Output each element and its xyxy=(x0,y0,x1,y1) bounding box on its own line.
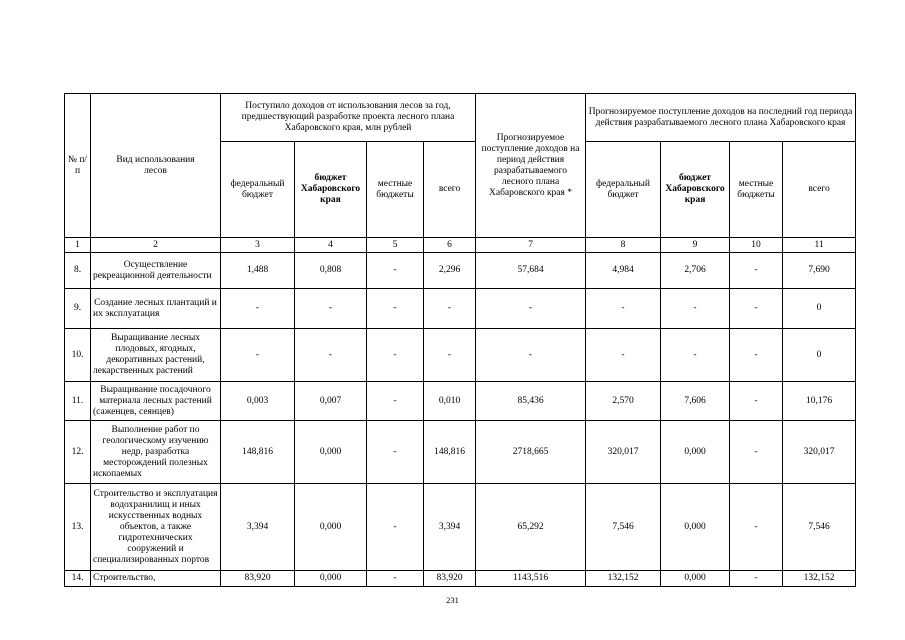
column-number: 10 xyxy=(730,238,783,253)
column-number: 4 xyxy=(295,238,367,253)
cell-local-future: - xyxy=(730,484,783,571)
table-row xyxy=(65,421,856,484)
column-number: 2 xyxy=(91,238,221,253)
column-number-row xyxy=(65,238,856,253)
table-row xyxy=(65,329,856,382)
cell-local-future: - xyxy=(730,382,783,421)
cell-regional-past: 0,000 xyxy=(295,421,367,484)
row-name: Выращивание лесных плодовых, ягодных, декоративных растений, лекарственных растений xyxy=(91,329,221,382)
cell-regional-past: 0,000 xyxy=(295,571,367,587)
table-row xyxy=(65,571,856,587)
row-number: 12. xyxy=(65,421,91,484)
cell-total-future: 0 xyxy=(783,329,856,382)
cell-forecast-period: 2718,665 xyxy=(476,421,586,484)
cell-regional-past: 0,007 xyxy=(295,382,367,421)
income-table xyxy=(64,93,856,587)
column-number: 5 xyxy=(367,238,424,253)
cell-local-past: - xyxy=(367,289,424,329)
row-number: 10. xyxy=(65,329,91,382)
row-name: Строительство, xyxy=(91,571,221,587)
cell-total-future: 0 xyxy=(783,289,856,329)
header-regional-past: бюджет Хабаровского края xyxy=(295,142,367,238)
cell-local-past: - xyxy=(367,382,424,421)
cell-total-future: 7,690 xyxy=(783,253,856,289)
cell-regional-future: 0,000 xyxy=(661,421,730,484)
cell-forecast-period: 65,292 xyxy=(476,484,586,571)
header-total-past: всего xyxy=(424,142,476,238)
cell-federal-past: 0,003 xyxy=(221,382,295,421)
cell-federal-future: 4,984 xyxy=(586,253,661,289)
cell-local-future: - xyxy=(730,329,783,382)
cell-forecast-period: 1143,516 xyxy=(476,571,586,587)
cell-total-future: 132,152 xyxy=(783,571,856,587)
cell-forecast-period: 85,436 xyxy=(476,382,586,421)
cell-federal-future: 132,152 xyxy=(586,571,661,587)
cell-federal-future: 2,570 xyxy=(586,382,661,421)
cell-federal-past: 83,920 xyxy=(221,571,295,587)
cell-local-future: - xyxy=(730,421,783,484)
table-row xyxy=(65,484,856,571)
cell-total-future: 7,546 xyxy=(783,484,856,571)
row-name: Осуществление рекреационной деятельности xyxy=(91,253,221,289)
table-row xyxy=(65,253,856,289)
cell-total-future: 320,017 xyxy=(783,421,856,484)
header-group-past: Поступило доходов от использования лесов за год, предшествующий разработке проекта лесного плана Хабаровского края, млн рублей xyxy=(221,94,476,142)
cell-total-past: 148,816 xyxy=(424,421,476,484)
header-no: № п/п xyxy=(65,94,91,238)
cell-total-past: - xyxy=(424,289,476,329)
row-name: Выполнение работ по геологическому изучению недр, разработка месторождений полезных ископаемых xyxy=(91,421,221,484)
cell-local-past: - xyxy=(367,484,424,571)
cell-local-future: - xyxy=(730,571,783,587)
row-number: 13. xyxy=(65,484,91,571)
cell-forecast-period: - xyxy=(476,329,586,382)
page-number: 231 xyxy=(446,595,459,605)
table-row xyxy=(65,382,856,421)
cell-local-past: - xyxy=(367,421,424,484)
column-number: 11 xyxy=(783,238,856,253)
cell-local-past: - xyxy=(367,571,424,587)
column-number: 9 xyxy=(661,238,730,253)
header-forecast-period: Прогнозируемое поступление доходов на период действия разрабатываемого лесного плана Хабаровского края * xyxy=(476,94,586,238)
cell-federal-past: 148,816 xyxy=(221,421,295,484)
header-federal-past: федеральный бюджет xyxy=(221,142,295,238)
cell-forecast-period: - xyxy=(476,289,586,329)
cell-federal-past: 1,488 xyxy=(221,253,295,289)
cell-federal-past: - xyxy=(221,329,295,382)
cell-regional-past: 0,808 xyxy=(295,253,367,289)
header-regional-future: бюджет Хабаровского края xyxy=(661,142,730,238)
cell-total-future: 10,176 xyxy=(783,382,856,421)
cell-federal-future: 7,546 xyxy=(586,484,661,571)
cell-federal-past: - xyxy=(221,289,295,329)
column-number: 7 xyxy=(476,238,586,253)
cell-federal-future: 320,017 xyxy=(586,421,661,484)
row-name: Строительство и эксплуатация водохранилищ и иных искусственных водных объектов, а также гидротехнических сооружений и специализированных портов xyxy=(91,484,221,571)
cell-total-past: 0,010 xyxy=(424,382,476,421)
cell-regional-future: 0,000 xyxy=(661,484,730,571)
cell-regional-future: - xyxy=(661,329,730,382)
cell-regional-future: 0,000 xyxy=(661,571,730,587)
cell-local-past: - xyxy=(367,253,424,289)
cell-total-past: - xyxy=(424,329,476,382)
header-kind: Вид использования лесов xyxy=(91,94,221,238)
cell-regional-future: 2,706 xyxy=(661,253,730,289)
cell-federal-future: - xyxy=(586,329,661,382)
cell-regional-past: 0,000 xyxy=(295,484,367,571)
cell-total-past: 3,394 xyxy=(424,484,476,571)
cell-federal-future: - xyxy=(586,289,661,329)
cell-forecast-period: 57,684 xyxy=(476,253,586,289)
column-number: 8 xyxy=(586,238,661,253)
cell-total-past: 83,920 xyxy=(424,571,476,587)
row-number: 9. xyxy=(65,289,91,329)
cell-local-past: - xyxy=(367,329,424,382)
cell-regional-future: - xyxy=(661,289,730,329)
cell-local-future: - xyxy=(730,289,783,329)
header-local-past: местные бюджеты xyxy=(367,142,424,238)
row-name: Создание лесных плантаций и их эксплуатация xyxy=(91,289,221,329)
column-number: 3 xyxy=(221,238,295,253)
cell-regional-future: 7,606 xyxy=(661,382,730,421)
table-row xyxy=(65,289,856,329)
cell-total-past: 2,296 xyxy=(424,253,476,289)
row-number: 8. xyxy=(65,253,91,289)
column-number: 1 xyxy=(65,238,91,253)
cell-federal-past: 3,394 xyxy=(221,484,295,571)
row-number: 14. xyxy=(65,571,91,587)
cell-local-future: - xyxy=(730,253,783,289)
header-local-future: местные бюджеты xyxy=(730,142,783,238)
column-number: 6 xyxy=(424,238,476,253)
header-federal-future: федеральный бюджет xyxy=(586,142,661,238)
cell-regional-past: - xyxy=(295,329,367,382)
header-group-future: Прогнозируемое поступление доходов на последний год периода действия разрабатываемого лесного плана Хабаровского края xyxy=(586,94,856,142)
row-number: 11. xyxy=(65,382,91,421)
row-name: Выращивание посадочного материала лесных растений (саженцев, сеянцев) xyxy=(91,382,221,421)
cell-regional-past: - xyxy=(295,289,367,329)
header-total-future: всего xyxy=(783,142,856,238)
